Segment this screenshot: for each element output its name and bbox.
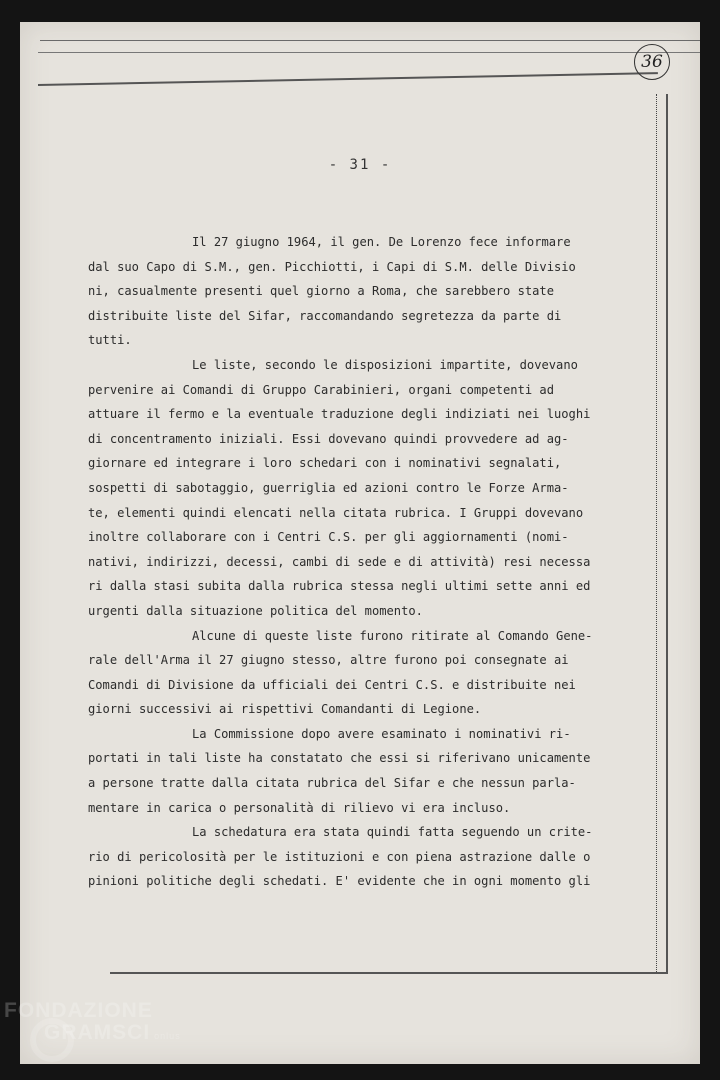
watermark-g-icon — [30, 1018, 74, 1062]
page-number: - 31 - — [328, 157, 392, 173]
frame-bottom-line — [110, 972, 666, 974]
frame-right-line — [666, 94, 668, 974]
top-rule — [40, 40, 700, 41]
text-line: mentare in carica o personalità di rilievo vi era incluso. — [88, 800, 511, 815]
frame-right-dotted-line — [656, 94, 658, 974]
text-line: rio di pericolosità per le istituzioni e con piena astrazione dalle o — [88, 849, 591, 864]
text-line: rale dell'Arma il 27 giugno stesso, altre furono poi consegnate ai — [88, 653, 569, 668]
watermark-line1: FONDAZIONE — [4, 999, 153, 1022]
text-line: nativi, indirizzi, decessi, cambi di sede e di attività) resi necessa — [88, 554, 591, 569]
text-line: pinioni politiche degli schedati. E' evidente che in ogni momento gli — [88, 874, 591, 889]
archive-page-stamp: 36 — [634, 44, 670, 80]
top-rule — [38, 52, 700, 53]
text-line: ni, casualmente presenti quel giorno a Roma, che sarebbero state — [88, 284, 554, 299]
document-body — [88, 230, 593, 894]
text-line: di concentramento iniziali. Essi dovevano quindi provvedere ad ag- — [88, 431, 569, 446]
frame-top-line — [38, 72, 658, 86]
text-line: sospetti di sabotaggio, guerriglia ed azioni contro le Forze Arma- — [88, 480, 569, 495]
watermark-line2-text: GRAMSCI — [44, 1021, 151, 1044]
text-line: urgenti dalla situazione politica del momento. — [88, 603, 423, 618]
watermark-logo — [4, 1000, 181, 1047]
text-line: La Commissione dopo avere esaminato i nominativi ri- — [192, 726, 571, 741]
text-line: giorni successivi ai rispettivi Comandanti di Legione. — [88, 702, 482, 717]
text-line: La schedatura era stata quindi fatta seguendo un crite- — [192, 825, 593, 840]
text-line: dal suo Capo di S.M., gen. Picchiotti, i Capi di S.M. delle Divisio — [88, 259, 576, 274]
text-line: distribuite liste del Sifar, raccomandando segretezza da parte di — [88, 308, 562, 323]
text-line: Comandi di Divisione da ufficiali dei Centri C.S. e distribuite nei — [88, 677, 576, 692]
text-line: pervenire ai Comandi di Gruppo Carabinieri, organi competenti ad — [88, 382, 554, 397]
document-page — [20, 22, 700, 1064]
text-line: tutti. — [88, 333, 132, 348]
text-line: inoltre collaborare con i Centri C.S. per gli aggiornamenti (nomi- — [88, 530, 569, 545]
text-line: te, elementi quindi elencati nella citata rubrica. I Gruppi dovevano — [88, 505, 584, 520]
text-line: attuare il fermo e la eventuale traduzione degli indiziati nei luoghi — [88, 407, 591, 422]
watermark-suffix: onlus — [154, 1031, 181, 1041]
text-line: ri dalla stasi subita dalla rubrica stessa negli ultimi sette anni ed — [88, 579, 591, 594]
text-line: Il 27 giugno 1964, il gen. De Lorenzo fece informare — [192, 235, 571, 249]
text-line: giornare ed integrare i loro schedari con i nominativi segnalati, — [88, 456, 562, 471]
text-line: a persone tratte dalla citata rubrica del Sifar e che nessun parla- — [88, 776, 576, 791]
text-line: Le liste, secondo le disposizioni impartite, dovevano — [192, 357, 578, 372]
text-line: Alcune di queste liste furono ritirate al Comando Gene- — [192, 628, 593, 643]
text-line: portati in tali liste ha constatato che essi si riferivano unicamente — [88, 751, 591, 766]
